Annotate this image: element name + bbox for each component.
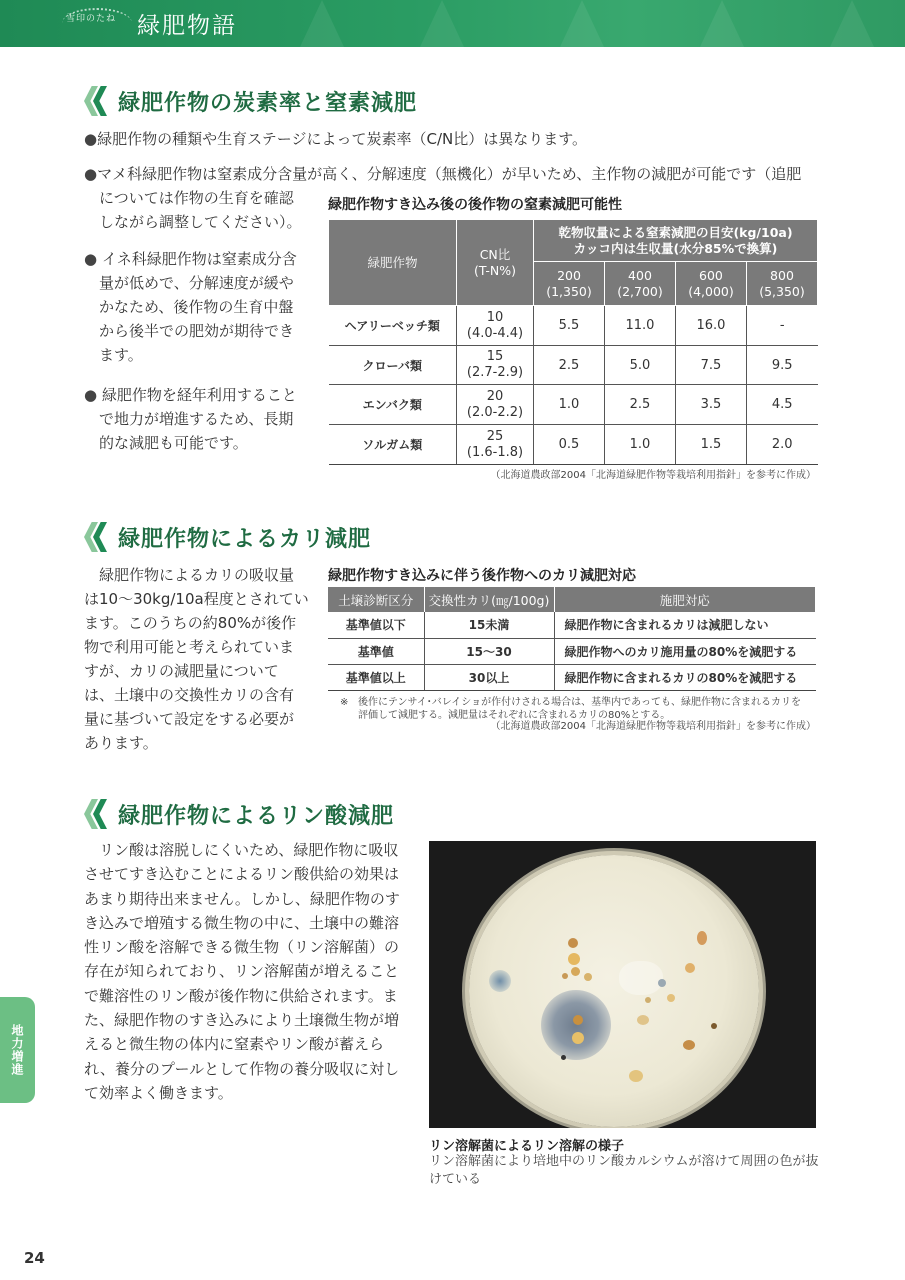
col-group-yield: 乾物収量による窒素減肥の目安(kg/10a) カッコ内は生収量(水分85%で換算) bbox=[534, 220, 818, 262]
section-heading-phosphate bbox=[84, 796, 394, 832]
col-exch-k: 交換性カリ(㎎/100g) bbox=[424, 587, 554, 612]
table-row: ソルガム類 25 (1.6-1.8) 0.5 1.0 1.5 2.0 bbox=[329, 425, 818, 465]
table-caption-potassium: 緑肥作物すき込みに伴う後作物へのカリ減肥対応 bbox=[328, 568, 636, 584]
table-row: 基準値以上 30以上 緑肥作物に含まれるカリの80%を減肥する bbox=[328, 664, 816, 690]
bullet-legume-cont: については作物の生育を確認 bbox=[99, 189, 294, 207]
table-row: ヘアリーベッチ類 10 (4.0-4.4) 5.5 11.0 16.0 - bbox=[329, 306, 818, 346]
table-row: 基準値 15～30 緑肥作物へのカリ施用量の80%を減肥する bbox=[328, 638, 816, 664]
bullet-grass: ● イネ科緑肥作物は窒素成分含 量が低めで、分解速度が緩や かなため、後作物の生育中盤 から後半での肥効が期待でき ます。 bbox=[84, 247, 324, 367]
col-fert: 施肥対応 bbox=[554, 587, 816, 612]
page-header bbox=[0, 0, 905, 47]
page-number: 24 bbox=[24, 1249, 45, 1267]
source-note-nitrogen: （北海道農政部2004「北海道緑肥作物等栽培利用指針」を参考に作成） bbox=[490, 470, 816, 481]
source-note-potassium: （北海道農政部2004「北海道緑肥作物等栽培利用指針」を参考に作成） bbox=[490, 721, 816, 732]
col-crop: 緑肥作物 bbox=[329, 220, 457, 306]
potassium-body: 緑肥作物によるカリの吸収量 は10～30kg/10a程度とされてい ます。このうちの約80%が後作 物で利用可能と考えられていま すが、カリの減肥量について は、土壌中の交換性カリの含有 量に基づいて設定をする必要が あります。 bbox=[84, 566, 309, 752]
table-row: クローバ類 15 (2.7-2.9) 2.5 5.0 7.5 9.5 bbox=[329, 346, 818, 385]
section-title: 緑肥作物によるカリ減肥 bbox=[118, 526, 372, 552]
chevron-icon bbox=[84, 86, 110, 116]
bullet-cn-ratio: ● 緑肥作物の種類や生育ステージによって炭素率（C/N比）は異なります。 bbox=[84, 127, 824, 151]
col-soil: 土壌診断区分 bbox=[328, 587, 424, 612]
section-heading-nitrogen bbox=[84, 83, 417, 119]
note-text: 後作にテンサイ･バレイショが作付けされる場合は、基準内であっても、緑肥作物に含まれるカリを 評価して減肥する。減肥量はそれぞれに含まれるカリの80%とする。 bbox=[358, 697, 801, 721]
yield-col: 200 (1,350) bbox=[534, 262, 605, 306]
yield-col: 600 (4,000) bbox=[675, 262, 746, 306]
table-row: エンバク類 20 (2.0-2.2) 1.0 2.5 3.5 4.5 bbox=[329, 385, 818, 425]
bullet-longterm: ● 緑肥作物を経年利用すること で地力が増進するため、長期 的な減肥も可能です。 bbox=[84, 383, 324, 455]
note-mark: ※ bbox=[340, 697, 349, 708]
side-tab: 地力増進 bbox=[0, 997, 35, 1103]
phosphate-body: リン酸は溶脱しにくいため、緑肥作物に吸収 させてすき込むことによるリン酸供給の効果は あまり期待出来ません。しかし、緑肥作物のす き込みで増殖する微生物の中に、土壌中の難溶 性リン酸を溶解できる微生物（リン溶解菌）の 存在が知られており、リン溶解菌が増えること で難溶性のリン酸が後作物に供給されます。ま た、緑肥作物のすき込みにより土壌微生物が増 えると微生物の体内に窒素やリン酸が蓄えら れ、養分のプールとして作物の養分吸収に対し て効率よく働きます。 bbox=[84, 841, 400, 1102]
photo-caption: リン溶解菌により培地中のリン酸カルシウムが溶けて周囲の色が抜けている bbox=[429, 1154, 819, 1187]
section-title: 緑肥作物によるリン酸減肥 bbox=[118, 803, 395, 829]
header-pattern bbox=[700, 0, 744, 47]
chevron-icon bbox=[84, 799, 110, 829]
yield-col: 400 (2,700) bbox=[604, 262, 675, 306]
yield-col: 800 (5,350) bbox=[746, 262, 817, 306]
header-pattern bbox=[300, 0, 344, 47]
petri-dish bbox=[469, 855, 759, 1127]
bullet-legume-cont: しながら調整してください）。 bbox=[99, 213, 302, 231]
header-pattern bbox=[560, 0, 604, 47]
chevron-icon bbox=[84, 522, 110, 552]
petri-dish-photo bbox=[429, 841, 816, 1128]
section-title: 緑肥作物の炭素率と窒素減肥 bbox=[118, 90, 418, 116]
header-title: 緑肥物語 bbox=[137, 13, 237, 39]
photo-caption-title: リン溶解菌によるリン溶解の様子 bbox=[429, 1139, 625, 1154]
header-pattern bbox=[830, 0, 874, 47]
potassium-table bbox=[328, 587, 816, 691]
table-row: 基準値以下 15未満 緑肥作物に含まれるカリは減肥しない bbox=[328, 612, 816, 638]
section-heading-potassium bbox=[84, 519, 371, 555]
series-label: 雪印のたね bbox=[66, 14, 117, 24]
nitrogen-table bbox=[328, 219, 818, 465]
header-pattern bbox=[420, 0, 464, 47]
col-cn: CN比 (T-N%) bbox=[457, 220, 534, 306]
table-caption-nitrogen: 緑肥作物すき込み後の後作物の窒素減肥可能性 bbox=[328, 197, 622, 213]
bullet-legume: ● マメ科緑肥作物は窒素成分含量が高く、分解速度（無機化）が早いため、主作物の減肥が可能です（追肥 bbox=[84, 162, 824, 186]
